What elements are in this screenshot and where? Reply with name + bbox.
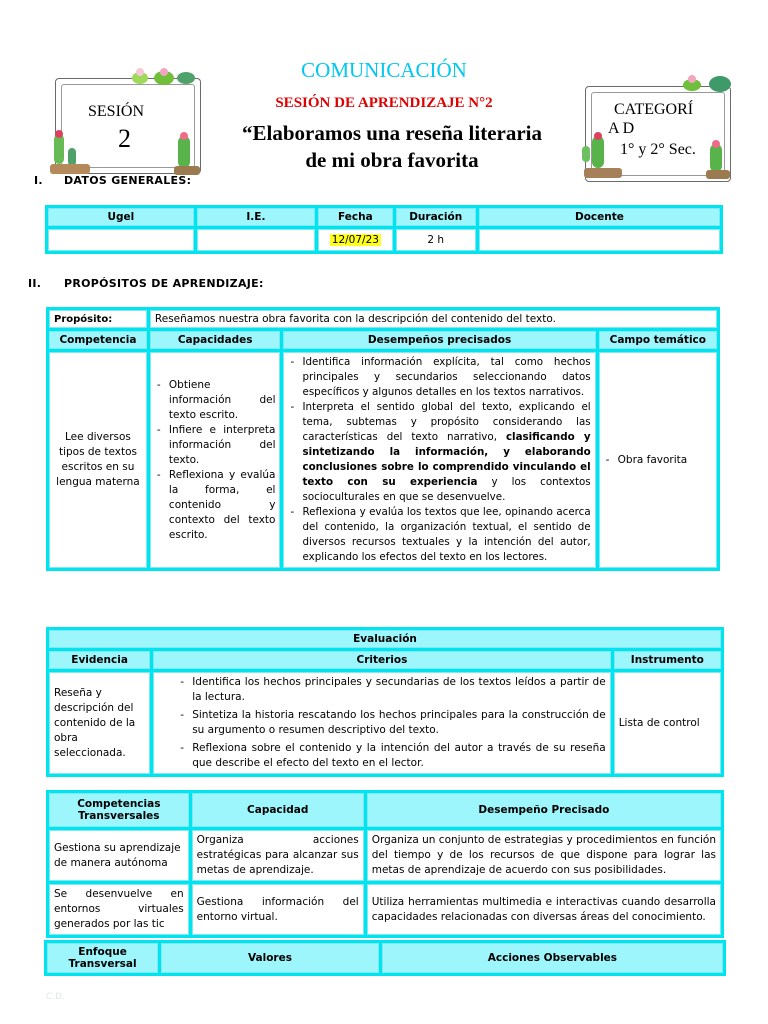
cell-ugel — [48, 229, 194, 251]
desempenos-cell — [283, 352, 595, 568]
col-desempeno-precisado: Desempeño Precisado — [367, 793, 721, 827]
purpose-text: Reseñamos nuestra obra favorita con la descripción del contenido del texto. — [150, 310, 717, 328]
col-evidencia: Evidencia — [49, 651, 150, 669]
cactus-decoration-icon — [578, 130, 628, 180]
col-enfoque-transversal: Enfoque Transversal — [47, 943, 158, 973]
capacidades-list — [155, 378, 276, 543]
lesson-title-line-1: “Elaboramos una reseña literaria — [241, 121, 542, 145]
purposes-table — [46, 307, 720, 571]
section-2-heading: PROPÓSITOS DE APRENDIZAJE: — [64, 277, 264, 290]
col-ugel: Ugel — [48, 208, 194, 226]
col-campo: Campo temático — [599, 331, 717, 349]
purpose-label: Propósito: — [49, 310, 147, 328]
col-competencias-transversales: Competencias Transversales — [49, 793, 189, 827]
session-number: 2 — [118, 124, 131, 153]
evaluation-table — [46, 627, 724, 777]
col-desempenos: Desempeños precisados — [283, 331, 595, 349]
col-instrumento: Instrumento — [614, 651, 721, 669]
col-criterios: Criterios — [153, 651, 610, 669]
enfoque-table — [44, 940, 726, 976]
instrumento-cell: Lista de control — [614, 672, 721, 774]
section-1-heading: DATOS GENERALES: — [64, 174, 192, 187]
transversal-desempeno: Organiza un conjunto de estrategias y procedimientos en función del tiempo y de los recursos de que dispone para lograr las metas de aprendizaje de acuerdo con sus posibilidades. — [367, 830, 721, 881]
list-item: - Obra favorita — [618, 453, 712, 468]
section-2-number: II. — [28, 277, 42, 290]
col-docente: Docente — [479, 208, 720, 226]
transversal-capacidad: Organiza acciones estratégicas para alcanzar sus metas de aprendizaje. — [192, 830, 364, 881]
competencia-cell: Lee diversos tipos de textos escritos en su lengua materna — [49, 352, 147, 568]
cell-docente — [479, 229, 720, 251]
date-value: 12/07/23 — [331, 234, 379, 246]
criterios-list — [158, 675, 605, 771]
lesson-title-line-2: de mi obra favorita — [305, 148, 479, 172]
list-item: - Identifica los hechos principales y secundarias de los textos leídos a partir de la lectura. — [192, 675, 605, 705]
col-acciones-observables: Acciones Observables — [382, 943, 723, 973]
category-label: CATEGORÍ — [614, 101, 694, 118]
list-item: - Infiere e interpreta información del texto. — [169, 423, 276, 468]
general-data-table — [45, 205, 723, 254]
section-1-number: I. — [34, 174, 43, 187]
col-capacidad: Capacidad — [192, 793, 364, 827]
list-item: - Sintetiza la historia rescatando los hechos principales para la construcción de su argumento o resumen descriptivo del texto. — [192, 708, 605, 738]
list-item: - Reflexiona y evalúa los textos que lee, opinando acerca del contenido, la organización textual, el sentido de diversos recursos textuales y la intención del autor, explicando los efectos del texto en los lectores. — [302, 505, 590, 565]
transversal-desempeno: Utiliza herramientas multimedia e interactivas cuando desarrolla capacidades relacionadas con diversas áreas del conocimiento. — [367, 884, 721, 935]
cactus-decoration-icon — [700, 140, 736, 180]
cell-fecha — [318, 229, 392, 251]
cactus-decoration-icon — [46, 128, 96, 176]
list-item: - Identifica información explícita, tal como hechos principales y secundarios seleccionando datos específicos y algunos detalles en los textos narrativos. — [302, 355, 590, 400]
cactus-decoration-icon — [170, 132, 204, 176]
grade-label: 1° y 2° Sec. — [620, 141, 696, 158]
transversal-competencia: Gestiona su aprendizaje de manera autónoma — [49, 830, 189, 881]
desempeno-text: y los contextos socioculturales en que se desenvuelve. — [302, 476, 591, 503]
list-item: - Obtiene información del texto escrito. — [169, 378, 276, 423]
transversal-table — [46, 790, 724, 938]
footer-mark: C.D. — [46, 992, 65, 1002]
cell-ie — [197, 229, 316, 251]
cell-duracion: 2 h — [396, 229, 476, 251]
col-fecha: Fecha — [318, 208, 392, 226]
col-ie: I.E. — [197, 208, 316, 226]
criterios-cell — [153, 672, 610, 774]
evaluation-title: Evaluación — [49, 630, 721, 648]
lesson-title — [222, 120, 562, 174]
list-item — [302, 400, 590, 505]
transversal-capacidad: Gestiona información del entorno virtual. — [192, 884, 364, 935]
subject-title: COMUNICACIÓN — [301, 58, 467, 82]
transversal-competencia: Se desenvuelve en entornos virtuales generados por las tic — [49, 884, 189, 935]
category-label-2: A D — [608, 120, 635, 137]
session-label: SESIÓN — [88, 103, 145, 120]
capacidades-cell — [150, 352, 281, 568]
session-subtitle: SESIÓN DE APRENDIZAJE N°2 — [275, 95, 493, 111]
col-duracion: Duración — [396, 208, 476, 226]
col-valores: Valores — [161, 943, 379, 973]
desempeno-text: Interpreta el sentido global del texto, explicando el tema, subtemas y propósito considerando las características del texto narrativo, — [302, 401, 591, 443]
campo-cell — [599, 352, 717, 568]
cactus-decoration-icon — [678, 72, 740, 94]
desempenos-list — [288, 355, 590, 565]
col-competencia: Competencia — [49, 331, 147, 349]
col-capacidades: Capacidades — [150, 331, 281, 349]
evidencia-cell: Reseña y descripción del contenido de la obra seleccionada. — [49, 672, 150, 774]
campo-list — [604, 453, 712, 468]
desempeno-bold-text: clasificando y sintetizando la información, y elaborando conclusiones sobre lo comprendido vinculando el texto con su experiencia — [302, 431, 591, 488]
list-item: - Reflexiona sobre el contenido y la intención del autor a través de su reseña que describe el efecto del texto en el lector. — [192, 741, 605, 771]
list-item: - Reflexiona y evalúa la forma, el contenido y contexto del texto escrito. — [169, 468, 276, 543]
